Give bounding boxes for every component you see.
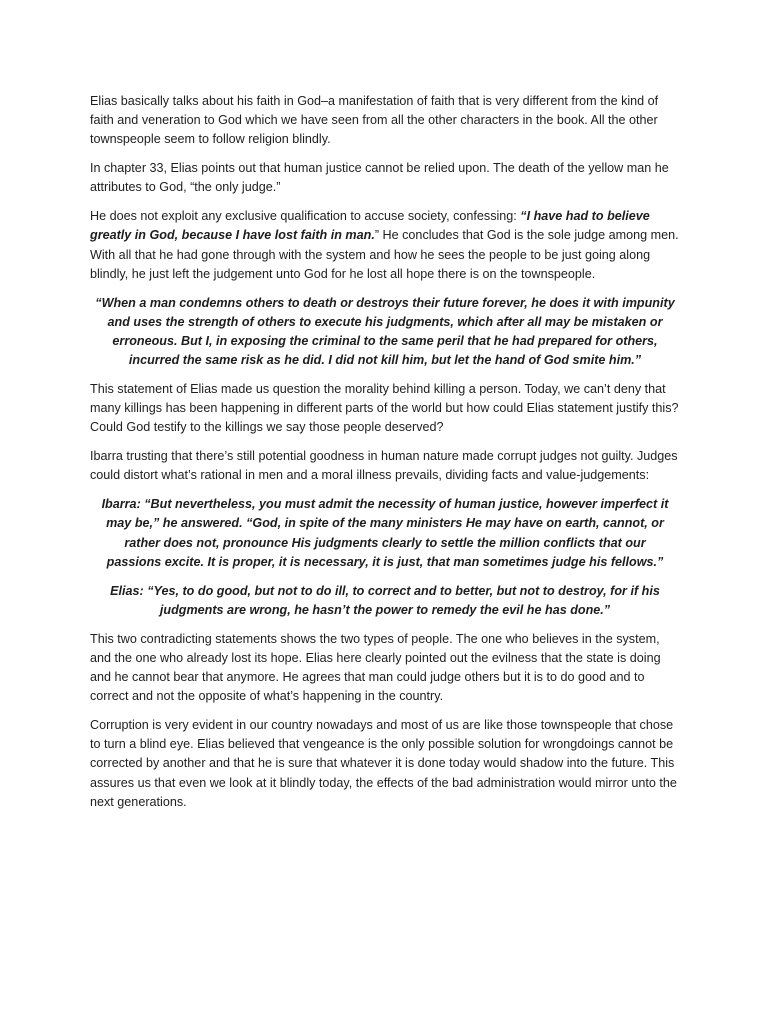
paragraph-corruption: Corruption is very evident in our country nowadays and most of us are like those townspeople that chose to turn a blind eye. Elias believed that vengeance is the only possible solution for wrongdoings cannot be corrected by another and that he is sure that whatever it is done today would shadow into the future. This assures us that even we look at it blindly today, the effects of the bad administration would mirror unto the next generations. xyxy=(90,718,677,809)
document-page xyxy=(90,92,680,822)
block-quote-elias-reply: Elias: “Yes, to do good, but not to do ill, to correct and to better, but not to destroy, for if his judgments are wrong, he hasn’t the power to remedy the evil he has done.” xyxy=(110,583,660,617)
paragraph-two-types: This two contradicting statements shows the two types of people. The one who believes in the system, and the one who already lost its hope. Elias here clearly pointed out the evilness that the state is doing and he cannot bear that anymore. He agrees that man could judge others but it is to do good and to correct and not the opposite of what’s happening in the country. xyxy=(90,631,661,704)
paragraph-ibarra: Ibarra trusting that there’s still potential goodness in human nature made corrupt judges not guilty. Judges could distort what’s rational in men and a moral illness prevails, dividing facts and value-judgements: xyxy=(90,449,678,483)
block-quote-ibarra: Ibarra: “But nevertheless, you must admit the necessity of human justice, however imperfect it may be,” he answered. “God, in spite of the many ministers He may have on earth, cannot, or rather does not, pronounce His judgments clearly to settle the million conflicts that our passions excite. It is proper, it is necessary, it is just, that man sometimes judge his fellows.” xyxy=(101,497,669,569)
paragraph-chapter-33: In chapter 33, Elias points out that human justice cannot be relied upon. The death of the yellow man he attributes to God, “the only judge.” xyxy=(90,161,669,195)
paragraph-text: ” He concludes that God is the sole judge among men. With all that he had gone through with the system and how he sees the people to be just going along blindly, he just left the judgement unto God for he lost all hope there is on the townspeople. xyxy=(90,228,679,281)
paragraph-morality: This statement of Elias made us question the morality behind killing a person. Today, we can’t deny that many killings has been happening in different parts of the world but how could Elias statement justify this? Could God testify to the killings we say those people deserved? xyxy=(90,382,679,435)
paragraph-text: He does not exploit any exclusive qualification to accuse society, confessing: xyxy=(90,209,521,224)
block-quote-elias-condemns: “When a man condemns others to death or destroys their future forever, he does it with impunity and uses the strength of others to execute his judgments, which after all may be mistaken or erroneous. But I, in exposing the criminal to the same peril that he had prepared for others, incurred the same risk as he did. I did not kill him, but let the hand of God smite him.” xyxy=(95,295,675,368)
inline-quote: “I have had to believe greatly in God, because I have lost faith in man. xyxy=(90,209,650,243)
paragraph-exclusive-qualification xyxy=(90,207,680,284)
paragraph-faith: Elias basically talks about his faith in God–a manifestation of faith that is very different from the kind of faith and veneration to God which we have seen from all the other characters in the book. All the other townspeople seem to follow religion blindly. xyxy=(90,94,659,147)
